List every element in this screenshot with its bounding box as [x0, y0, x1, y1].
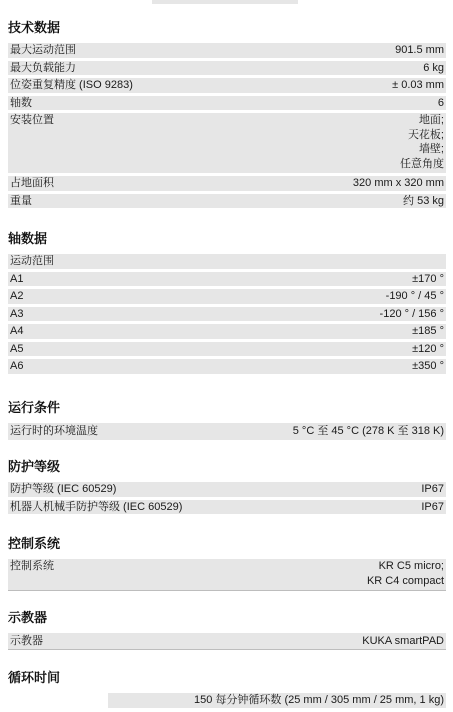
table-row — [8, 61, 446, 76]
row-value: ± 0.03 mm — [392, 79, 444, 91]
row-label: A6 — [10, 360, 24, 372]
row-label: 安装位置 — [10, 114, 54, 126]
row-value: KR C4 compact — [366, 574, 444, 587]
table-row — [8, 289, 446, 304]
divider — [8, 590, 446, 591]
section-cycle-time — [8, 670, 446, 708]
row-label: 控制系统 — [10, 560, 54, 572]
row-value: 6 kg — [423, 61, 444, 74]
section-teach-pendant — [8, 610, 446, 650]
table-row — [8, 342, 446, 357]
row-label: 运行时的环境温度 — [10, 425, 98, 437]
row-value: IP67 — [421, 500, 444, 513]
row-value: 5 °C 至 45 °C (278 K 至 318 K) — [292, 425, 444, 437]
row-value: 墙壁; — [418, 143, 444, 155]
row-label: 机器人机械手防护等级 (IEC 60529) — [10, 500, 183, 513]
divider — [8, 649, 446, 650]
section-title: 循环时间 — [8, 671, 61, 686]
row-value-list — [367, 559, 446, 588]
row-label: 轴数 — [10, 96, 32, 109]
section-axis-data — [8, 231, 446, 374]
row-value: 150 每分钟循环数 (25 mm / 305 mm / 25 mm, 1 kg) — [108, 693, 446, 708]
row-label: A1 — [10, 272, 24, 285]
table-row — [8, 113, 446, 173]
row-label: A2 — [10, 290, 24, 302]
row-label: A5 — [10, 342, 24, 355]
row-value: 约 53 kg — [403, 194, 444, 207]
row-value: 地面; — [418, 114, 444, 126]
row-label: 最大负载能力 — [10, 61, 76, 74]
section-title: 运行条件 — [8, 401, 61, 416]
row-label: A4 — [10, 325, 24, 337]
row-value: 320 mm x 320 mm — [352, 177, 444, 189]
row-value: ±185 ° — [412, 325, 444, 337]
table-row — [8, 359, 446, 374]
row-label: 位姿重复精度 (ISO 9283) — [10, 79, 133, 91]
row-label: 示教器 — [10, 635, 43, 647]
table-row — [8, 324, 446, 339]
row-label: 重量 — [10, 194, 32, 207]
row-label: 占地面积 — [10, 177, 54, 189]
row-value-list — [400, 113, 446, 171]
row-value: IP67 — [421, 483, 444, 495]
table-row — [8, 633, 446, 650]
row-label: 运动范围 — [10, 255, 54, 267]
section-operating-conditions — [8, 400, 446, 440]
row-label: A3 — [10, 307, 24, 320]
section-title: 轴数据 — [8, 232, 48, 247]
table-row — [8, 194, 446, 209]
row-value: 天花板; — [407, 128, 444, 141]
row-value: KUKA smartPAD — [362, 635, 444, 647]
table-row — [8, 693, 446, 708]
table-row — [8, 423, 446, 440]
section-title: 控制系统 — [8, 537, 61, 552]
table-row — [8, 176, 446, 191]
row-label: 防护等级 (IEC 60529) — [10, 483, 117, 495]
section-title: 示教器 — [8, 611, 48, 626]
row-value: -120 ° / 156 ° — [379, 307, 444, 320]
section-protection-class — [8, 459, 446, 514]
table-row — [8, 307, 446, 322]
table-row — [8, 78, 446, 93]
row-value: -190 ° / 45 ° — [385, 290, 444, 302]
table-row — [8, 96, 446, 111]
row-value: ±350 ° — [412, 360, 444, 372]
table-header-row — [8, 254, 446, 269]
section-control-system — [8, 536, 446, 590]
section-title: 防护等级 — [8, 460, 61, 475]
table-row — [8, 500, 446, 515]
row-value: ±170 ° — [412, 272, 444, 285]
top-decoration-bar — [152, 0, 298, 4]
row-label: 最大运动范围 — [10, 44, 76, 56]
table-row — [8, 272, 446, 287]
section-title: 技术数据 — [8, 21, 61, 36]
row-value: 任意角度 — [400, 157, 444, 170]
table-row — [8, 482, 446, 497]
section-tech-data — [8, 20, 446, 208]
row-value: ±120 ° — [412, 342, 444, 355]
table-row — [8, 43, 446, 58]
table-row — [8, 559, 446, 590]
row-value: 6 — [437, 96, 444, 109]
row-value: KR C5 micro; — [378, 560, 444, 572]
row-value: 901.5 mm — [395, 44, 444, 56]
